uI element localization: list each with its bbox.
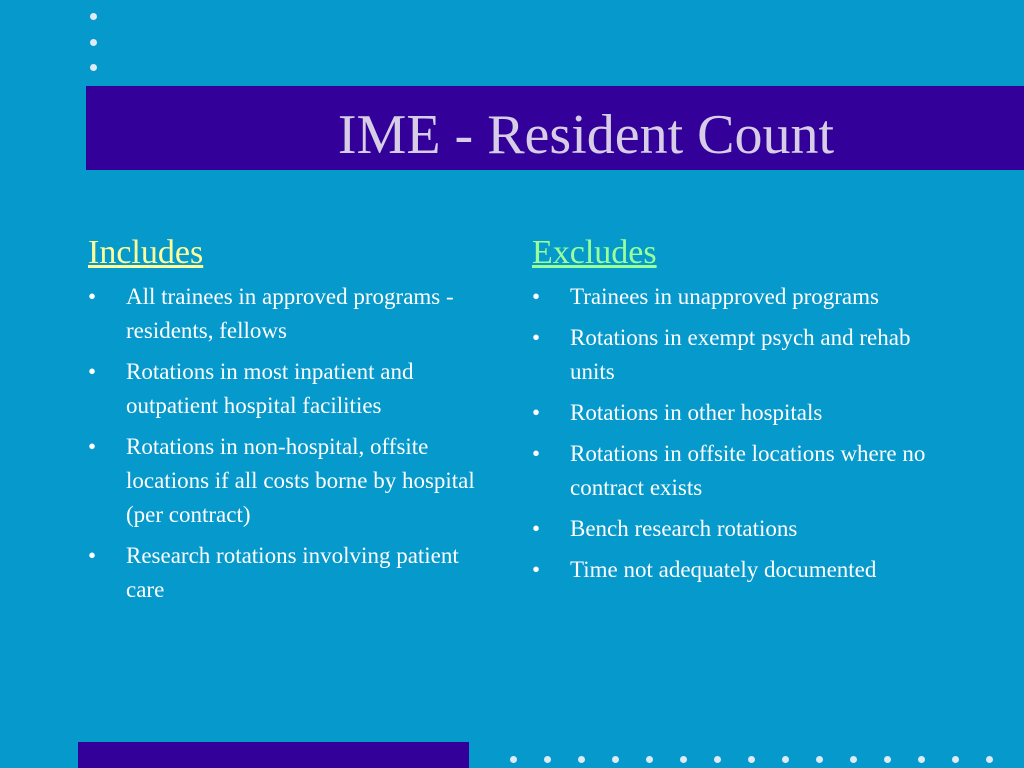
list-item [88,355,498,423]
bottom-accent-bar [78,742,469,768]
decor-dot [90,64,97,71]
includes-column [88,232,498,614]
list-item-text: Time not adequately documented [570,557,877,582]
list-item [88,430,498,532]
decor-dot [816,756,823,763]
bullet-icon: • [88,434,97,459]
decor-dot [748,756,755,763]
includes-list [88,280,498,607]
title-bar [86,86,1024,170]
decor-dot [90,39,97,46]
list-item-text: Rotations in offsite locations where no contract exists [570,441,926,500]
decor-dot [782,756,789,763]
decor-dot [714,756,721,763]
list-item-text: Research rotations involving patient care [126,543,459,602]
decor-dot [680,756,687,763]
decor-dot [850,756,857,763]
bullet-icon: • [88,284,97,309]
list-item-text: All trainees in approved programs - residents, fellows [126,284,454,343]
bullet-icon: • [532,557,541,582]
decor-dot [646,756,653,763]
bullet-icon: • [88,543,97,568]
list-item [532,396,932,430]
decor-dot [884,756,891,763]
bullet-icon: • [532,325,541,350]
list-item [532,280,932,314]
list-item [532,512,932,546]
decor-dot [544,756,551,763]
bullet-icon: • [88,359,97,384]
bullet-icon: • [532,516,541,541]
decor-dot [578,756,585,763]
list-item-text: Bench research rotations [570,516,798,541]
excludes-heading: Excludes [532,234,657,271]
bullet-icon: • [532,441,541,466]
list-item [532,553,932,587]
decor-dot [986,756,993,763]
list-item-text: Rotations in other hospitals [570,400,823,425]
bullet-icon: • [532,400,541,425]
list-item [88,539,498,607]
list-item [532,437,932,505]
decor-dot [510,756,517,763]
list-item-text: Rotations in most inpatient and outpatient hospital facilities [126,359,414,418]
decor-dot [90,13,97,20]
list-item [532,321,932,389]
bullet-icon: • [532,284,541,309]
decor-dot [918,756,925,763]
excludes-list [532,280,932,587]
list-item-text: Trainees in unapproved programs [570,284,879,309]
includes-heading: Includes [88,234,204,271]
list-item [88,280,498,348]
list-item-text: Rotations in exempt psych and rehab units [570,325,911,384]
excludes-column [532,232,932,594]
slide-title: IME - Resident Count [337,104,835,166]
list-item-text: Rotations in non-hospital, offsite locations if all costs borne by hospital (per contract) [126,434,475,527]
decor-dot [612,756,619,763]
decor-dot [952,756,959,763]
